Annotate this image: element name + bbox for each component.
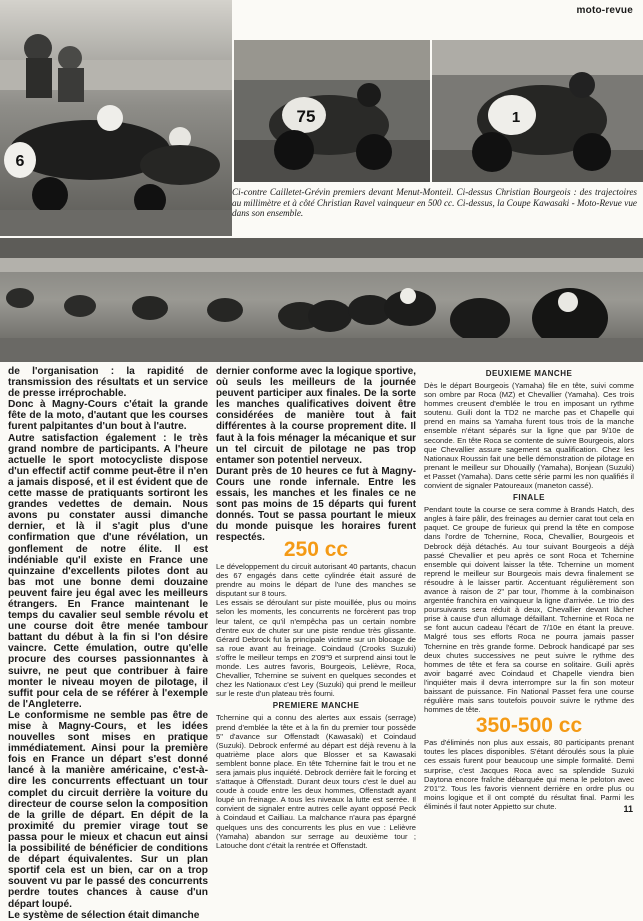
col3-paragraph-3: Pas d'éliminés non plus aux essais, 80 participants prenant toutes les places disponibles. S'étant déroulés sous la pluie ces essais furent pour beaucoup une simple formalité. Demi surprise, c'est Jacques Roca avec sa splendide Suzuki Daytona encore fraîche débarquée qui mena le peloton avec 2'01"2. Tous les favoris viennent derrière en ordre plus ou moins logique et il ont compté du résultat final. Parmi les éliminés il faut noter Appietto sur chute.	[424, 738, 634, 811]
col1-paragraph-1: de l'organisation : la rapidité de transmission des résultats et un service de presse irréprochable.	[8, 366, 208, 400]
column-2-intro	[216, 366, 416, 544]
photo-panorama	[0, 238, 643, 362]
subhead-premiere-manche: PREMIERE MANCHE	[272, 701, 360, 711]
col2-paragraph-2: Durant près de 10 heures ce fut à Magny-Cours une ronde infernale. Entre les essais, les manches et les finales ce ne sont pas moins de 15 départs qui furent donnés. Tout se passa pourtant le mieux du monde puisque les horaires furent respectés.	[216, 465, 416, 544]
col1-paragraph-3: Autre satisfaction également : le très grand nombre de participants. A l'heure actuelle le sport motocycliste dispose d'un effectif actif comme peut-être il n'en a jamais disposé, et il est évident que de cette masse de pratiquants sortiront les grandes vedettes de demain. Nous avons pu constater aussi dimanche dernier, et là il s'agit plus d'une confirmation que d'une révélation, un gonflement de notre élite. Il est indéniable qu'il existe en France une quinzaine d'excellents pilotes dont au bas mot une bonne demi douzaine peuvent faire jeu égal avec les meilleurs étrangers. En France maintenant le temps du cavalier seul semble révolu et une course doit être menée tambour battant du début à la fin si l'on désire vaincre. Cette émulation, outre qu'elle procure des courses passionnantes à suivre, ne peut que contribuer à faire monter le niveau moyen de pilotage, il suffit pour cela de se référer à l'exemple de l'Angleterre.	[8, 432, 208, 710]
heading-250cc: 250 cc	[283, 538, 349, 561]
column-1	[8, 366, 208, 921]
magazine-brand: moto-revue	[576, 5, 633, 16]
col2-paragraph-5: Tchernine qui a connu des alertes aux essais (serrage) prend d'emblée la tête et à la fin du premier tour possède 5" d'avance sur Offenstadt (Kawasaki) et Coindaud (Suzuki). Debrock enfermé au départ est déjà revenu à la quatrième place alors que Blosser et sa Kawasaki semblent bonne place. En tête Tchernine fait le trou et ne sera jamais plus inquiété. Debrock derrière fait le forcing et s'attaque à Offenstadt. Durant deux tours c'est le duel au coude à coude entre les deux hommes, Offenstadt ayant loupé un freinage. A tous les niveaux la lutte est serrée. Il convient de signaler entre autres celle ayant opposé Peck à Coindaud et Cailliau. La malchance n'aura pas épargné quelques uns des concurrents les plus en vue : Lelièvre (Yamaha) abandon sur serrage au deuxième tour ; Latouche dont c'était la rentrée et Offenstadt.	[216, 713, 416, 850]
col3-paragraph-2: Pendant toute la course ce sera comme à Brands Hatch, des angles à faire pâlir, des freinages au dernier carat tout cela en paquet. Ce groupe de furieux qui prend la tête en compose dans l'ordre de Tchernine, Roca, Chevallier, Bourgeois et Debrock déjà détachés. Au tour suivant Bourgeois a déjà passé Chevallier et peu après ce sont Roca et Tchernine ensemble qui doivent laisser la tête. Tchernine un moment reprend le meilleur sur Bourgeois mais devra finalement se résoudre à le laisser partir. Accentuant régulièrement son avance à raison de 2" par tour, l'homme à la combinaison argentée franchira en vainqueur la ligne d'arrivée. Le trio des poursuivants sera réduit à deux, Chevallier devant lâcher prise à cause d'un allumage défaillant. Tchernine et Roca ne se font aucun cadeau l'écart de 7/10e en étant la preuve. Malgré tous ses efforts Roca ne pourra jamais passer Tchernine en très grande forme. Debrock handicapé par ses deux chutes successives ne peut suivre le rythme des hommes de tête et fera sa course en solitaire. Guili après avoir bagarré avec Coindaud et Chapelle viendra bien l'inquiéter mais il devra interrompre sur la fin son moteur baissant de puissance. Fin National Passet fera une course régulière mais sans toutefois pouvoir suivre le rythme des hommes de tête.	[424, 505, 634, 715]
col1-paragraph-2: Donc à Magny-Cours c'était la grande fête de la moto, d'autant que les courses furent palpitantes d'un bout à l'autre.	[8, 399, 208, 433]
photo-bourgeois	[234, 40, 430, 182]
photo-sidecar-image	[0, 0, 232, 236]
col1-paragraph-5: Le système de sélection était dimanche	[8, 909, 200, 921]
subhead-deuxieme-manche: DEUXIEME MANCHE	[485, 369, 573, 378]
subhead-finale: FINALE	[513, 493, 545, 503]
photo-ravel-image	[432, 40, 643, 182]
col2-paragraph-4: Les essais se déroulant sur piste mouillée, plus ou moins selon les moments, les concurrents ne forcèrent pas trop leur talent, ce qu'il n'empêcha pas un certain nombre d'entre eux de chuter sur une piste rendue très glissante. Gérard Debrock fut la principale victime sur un blocage de sa roue avant au freinage. Coindaud (Crooks Suzuki) s'offre le meilleur temps en 2'09"9 et surprend ainsi tout le monde. Les autres favoris, Bourgeois, Lelièvre, Roca, Chevallier, Tchernine se suivent en quelques secondes et chez les Nationaux c'est Ley (Suzuki) qui prend le meilleur sur le reste d'un plateau très fourni.	[216, 598, 416, 699]
col3-paragraph-1: Dès le départ Bourgeois (Yamaha) file en tête, suivi comme son ombre par Roca (MZ) et Chevallier (Yamaha). Ces trois hommes creusent d'emblée le trou en imposant un rythme soutenu. Guili dont la TD2 ne marche pas et Chapelle qui prend en mains sa Yamaha furent tous trois de la manche ensemble n'étant séparés sur la ligne que par 9/10e de seconde. En tête Roca se contente de suivre Bourgeois, alors que Chevallier assure sagement sa qualification. Chez les Nationaux Roussin fait une belle démonstration de pilotage en prenant le meilleur sur Dhouailly (Yamaha), Bonjean (Suzuki) et Passet (Yamaha). Dans cette série parmi les non qualifiés il convient de signaler Patoureaux (maneton cassé).	[424, 381, 634, 491]
sidecar-number: 6	[15, 153, 25, 170]
bourgeois-number: 75	[296, 107, 316, 126]
page-number: 11	[623, 804, 633, 814]
photo-panorama-image	[0, 238, 643, 362]
photo-bourgeois-image	[234, 40, 430, 182]
col2-paragraph-3: Le développement du circuit autorisant 40 partants, chacun des 67 engagés dans cette cylindrée était assuré de prendre au moins le départ de l'une des manches se disputant sur 8 tours.	[216, 562, 416, 599]
col1-paragraph-4: Le conformisme ne semble pas être de mise à Magny-Cours, et les idées nouvelles sont mises en pratique immédiatement. Ainsi pour la première fois en France un départ s'est donné lancé à la manière américaine, c'est-à-dire les concurrents effectuant un tour complet du circuit derrière la voiture du directeur de course selon la composition de la grille de départ. En dépit de la proximité du premier virage tout se passa pour le mieux et chacun eut ainsi la possibilité de bénéficier de conditions de départ équivalentes. Sur un plan sportif cela est un bien, car on a trop souvent vu par le passé des concurrents perdre toutes chances à cause d'un départ loupé.	[8, 709, 208, 910]
heading-350-500cc: 350-500 cc	[475, 714, 583, 738]
photo-ravel	[432, 40, 643, 182]
photo-sidecar	[0, 0, 232, 236]
photo-caption: Ci-contre Cailletet-Grévin premiers devant Menut-Monteil. Ci-dessus Christian Bourgeois : des trajectoires au millimètre et à côté Christian Ravel vainqueur en 500 cc. Ci-dessus, la Coupe Kawasaki - Moto-Revue vue dans son ensemble.	[232, 187, 637, 218]
col2-paragraph-1: dernier conforme avec la logique sportive, où seuls les meilleurs de la journée peuvent participer aux finales. De la sorte les manches qualificatives doivent être considérées de manière tout à fait différentes à la course proprement dite. Il faut à la fois ménager la mécanique et sur un tel circuit de pilotage ne pas trop entamer son potentiel nerveux.	[216, 366, 416, 466]
ravel-number: 1	[511, 109, 521, 126]
column-2-body	[216, 538, 416, 850]
